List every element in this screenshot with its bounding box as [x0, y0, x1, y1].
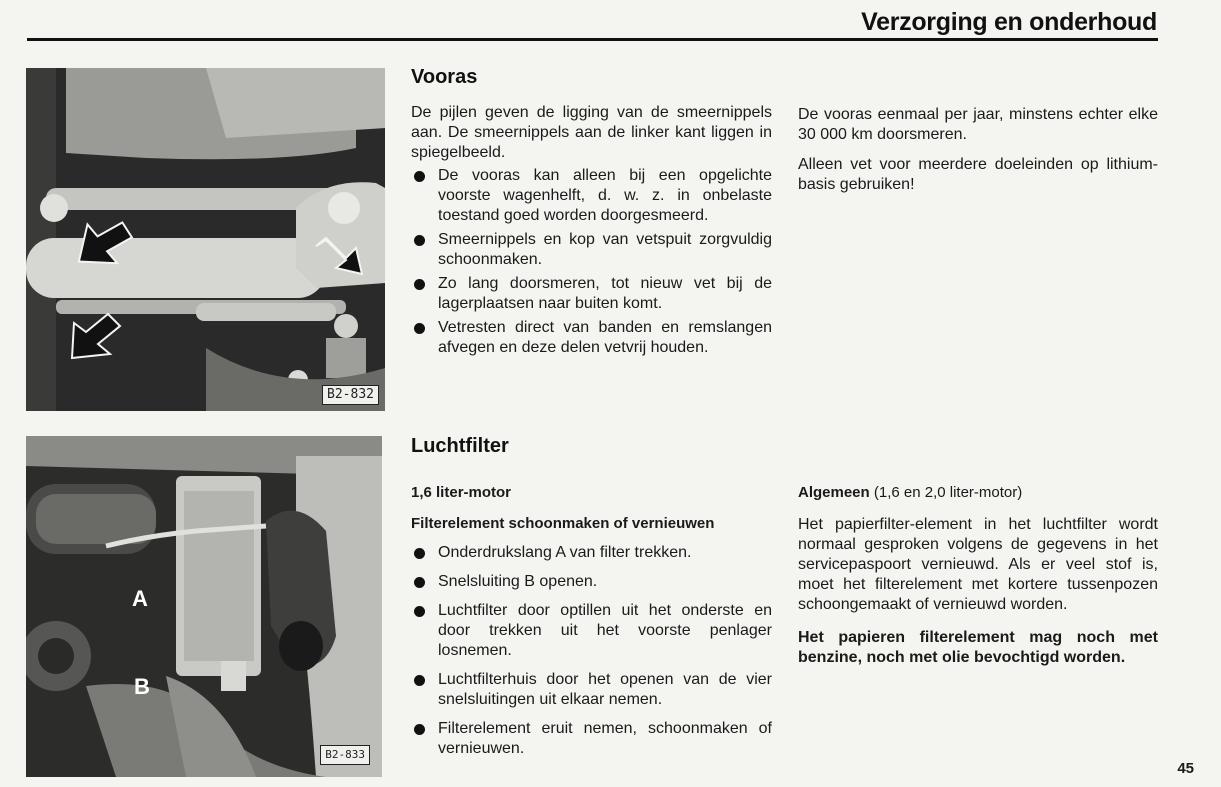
section-title-vooras: Vooras	[411, 66, 478, 88]
list-item-text: Vetresten direct van banden en remslangen afvegen en deze delen vetvrij houden.	[438, 319, 772, 356]
section-title-luchtfilter: Luchtfilter	[411, 435, 509, 457]
list-item-text: De vooras kan alleen bij een opgelichte voorste wagenhelft, d. w. z. in onbelaste toestand goed worden doorgesmeerd.	[438, 167, 772, 224]
vooras-intro: De pijlen geven de ligging van de smeernippels aan. De smeernippels aan de linker kant liggen in spiegelbeeld.	[411, 104, 772, 161]
header-rule	[27, 38, 1158, 41]
list-item	[411, 274, 772, 314]
bullet-icon	[414, 724, 425, 735]
bullet-icon	[414, 548, 425, 559]
page-title: Verzorging en onderhoud	[861, 8, 1157, 36]
list-item	[411, 601, 772, 661]
vooras-right-paragraph: Alleen vet voor meerdere doeleinden op lithium-basis gebruiken!	[798, 156, 1158, 193]
vooras-right-paragraph: De vooras eenmaal per jaar, minstens echter elke 30 000 km doorsmeren.	[798, 106, 1158, 143]
photo-label: B2-832	[322, 385, 379, 405]
list-item	[411, 543, 772, 563]
list-item	[411, 230, 772, 270]
luchtfilter-right-column	[798, 483, 1158, 668]
page-number: 45	[1177, 760, 1194, 777]
front-axle-illustration	[26, 68, 385, 411]
warning-text: Het papieren filterelement mag noch met benzine, noch met olie bevochtigd worden.	[798, 629, 1158, 666]
list-item-text: Onderdrukslang A van filter trekken.	[438, 544, 692, 561]
list-item	[411, 166, 772, 226]
list-item-text: Luchtfilterhuis door het openen van de vier snelsluitingen uit elkaar nemen.	[438, 671, 772, 708]
subheading-general-bold: Algemeen	[798, 484, 870, 501]
luchtfilter-left-column	[411, 483, 772, 759]
subheading-engine: 1,6 liter-motor	[411, 484, 512, 501]
list-item	[411, 572, 772, 592]
bullet-icon	[414, 171, 425, 182]
subheading-general-rest: (1,6 en 2,0 liter-motor)	[869, 484, 1023, 501]
list-item-text: Filterelement eruit nemen, schoonmaken of vernieuwen.	[438, 720, 772, 757]
luchtfilter-right-paragraph: Het papierfilter-element in het luchtfilter wordt normaal gesproken volgens de gegevens in het servicepaspoort vernieuwd. Als er veel stof is, moet het filterelement met kortere tussenpozen schoongemaakt of vernieuwd worden.	[798, 516, 1158, 613]
subheading-general	[798, 483, 1158, 503]
vooras-left-column	[411, 103, 772, 358]
list-item-text: Snelsluiting B openen.	[438, 573, 598, 590]
list-item-text: Smeernippels en kop van vetspuit zorgvuldig schoonmaken.	[438, 231, 772, 268]
list-item-text: Luchtfilter door optillen uit het onderste en door trekken uit het voorste penlager losnemen.	[438, 602, 772, 659]
photo-label: B2-833	[320, 745, 370, 765]
bullet-icon	[414, 606, 425, 617]
list-item	[411, 670, 772, 710]
bullet-icon	[414, 235, 425, 246]
bullet-icon	[414, 577, 425, 588]
list-item	[411, 318, 772, 358]
air-filter-illustration	[26, 436, 382, 777]
bullet-icon	[414, 323, 425, 334]
subheading-filter-element: Filterelement schoonmaken of vernieuwen	[411, 515, 715, 532]
list-item-text: Zo lang doorsmeren, tot nieuw vet bij de lagerplaatsen naar buiten komt.	[438, 275, 772, 312]
bullet-icon	[414, 279, 425, 290]
callout-b-label: B	[134, 674, 150, 699]
vooras-right-column	[798, 105, 1158, 195]
photo-front-axle	[26, 68, 385, 411]
photo-air-filter	[26, 436, 382, 777]
bullet-icon	[414, 675, 425, 686]
list-item	[411, 719, 772, 759]
callout-a-label: A	[132, 586, 148, 611]
